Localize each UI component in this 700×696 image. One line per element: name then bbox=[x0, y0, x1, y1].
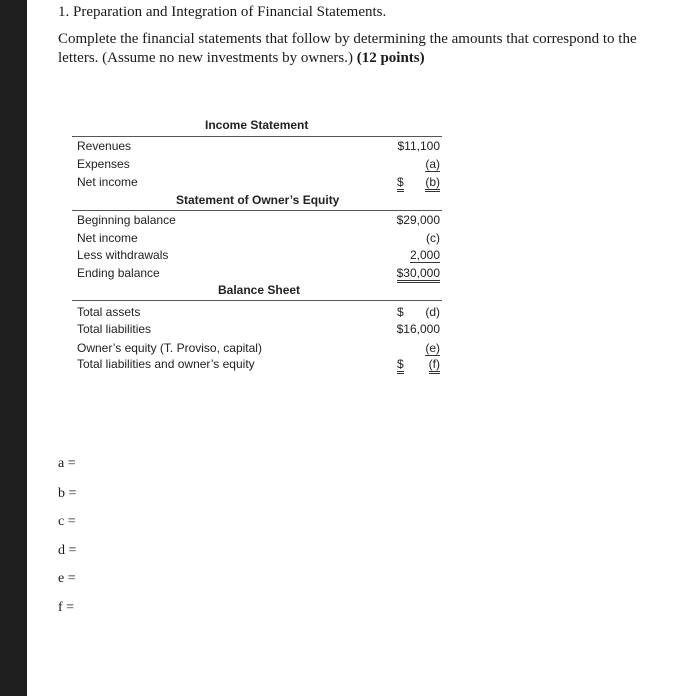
question-instructions bbox=[58, 30, 658, 68]
income-statement-rule bbox=[72, 136, 442, 137]
equity-row-beginning-amount: $29,000 bbox=[396, 213, 440, 227]
balance-row-assets-label: Total assets bbox=[77, 305, 141, 319]
income-statement-title: Income Statement bbox=[205, 118, 309, 132]
equity-row-net-income-label: Net income bbox=[77, 231, 138, 245]
equity-row-ending-amount: $30,000 bbox=[397, 266, 440, 283]
balance-row-total-label: Total liabilities and owner’s equity bbox=[77, 357, 255, 371]
income-row-net-income-label: Net income bbox=[77, 175, 138, 189]
balance-row-liabilities-label: Total liabilities bbox=[77, 322, 152, 336]
income-row-revenues-label: Revenues bbox=[77, 139, 132, 153]
owners-equity-title: Statement of Owner’s Equity bbox=[176, 193, 340, 207]
owners-equity-rule bbox=[72, 210, 442, 211]
income-row-expenses-amount: (a) bbox=[425, 157, 440, 171]
income-row-expenses-label: Expenses bbox=[77, 157, 130, 171]
balance-row-total-amount: (f) bbox=[429, 357, 440, 374]
equity-row-withdrawals-label: Less withdrawals bbox=[77, 248, 169, 262]
balance-sheet-title: Balance Sheet bbox=[218, 283, 301, 297]
balance-sheet-rule bbox=[72, 300, 442, 301]
answer-b-label: b = bbox=[58, 486, 77, 501]
equity-row-net-income-amount: (c) bbox=[426, 231, 440, 245]
balance-row-assets-dollar: $ bbox=[397, 305, 404, 319]
equity-row-beginning-label: Beginning balance bbox=[77, 213, 176, 227]
question-body-text: Complete the financial statements that follow by determining the amounts that correspond to the letters. (Assume no new investments by owners.) bbox=[58, 31, 637, 66]
balance-row-equity-amount: (e) bbox=[425, 341, 440, 355]
answer-c-label: c = bbox=[58, 514, 76, 529]
income-row-net-income-dollar: $ bbox=[397, 175, 404, 192]
left-dark-border bbox=[0, 0, 27, 696]
answer-f-label: f = bbox=[58, 600, 75, 615]
answer-d-label: d = bbox=[58, 543, 77, 558]
equity-row-withdrawals-amount: 2,000 bbox=[409, 248, 440, 262]
question-title: 1. Preparation and Integration of Financial Statements. bbox=[58, 4, 387, 20]
question-points: (12 points) bbox=[356, 50, 425, 66]
income-row-revenues-amount: $11,100 bbox=[397, 139, 440, 153]
balance-row-liabilities-amount: $16,000 bbox=[396, 322, 440, 336]
equity-row-ending-label: Ending balance bbox=[77, 266, 160, 280]
balance-row-total-dollar: $ bbox=[397, 357, 404, 374]
balance-row-assets-amount: (d) bbox=[425, 305, 440, 319]
balance-row-equity-label: Owner’s equity (T. Proviso, capital) bbox=[77, 341, 262, 355]
answer-e-label: e = bbox=[58, 571, 76, 586]
income-row-net-income-amount: (b) bbox=[425, 175, 440, 192]
answer-a-label: a = bbox=[58, 456, 76, 471]
